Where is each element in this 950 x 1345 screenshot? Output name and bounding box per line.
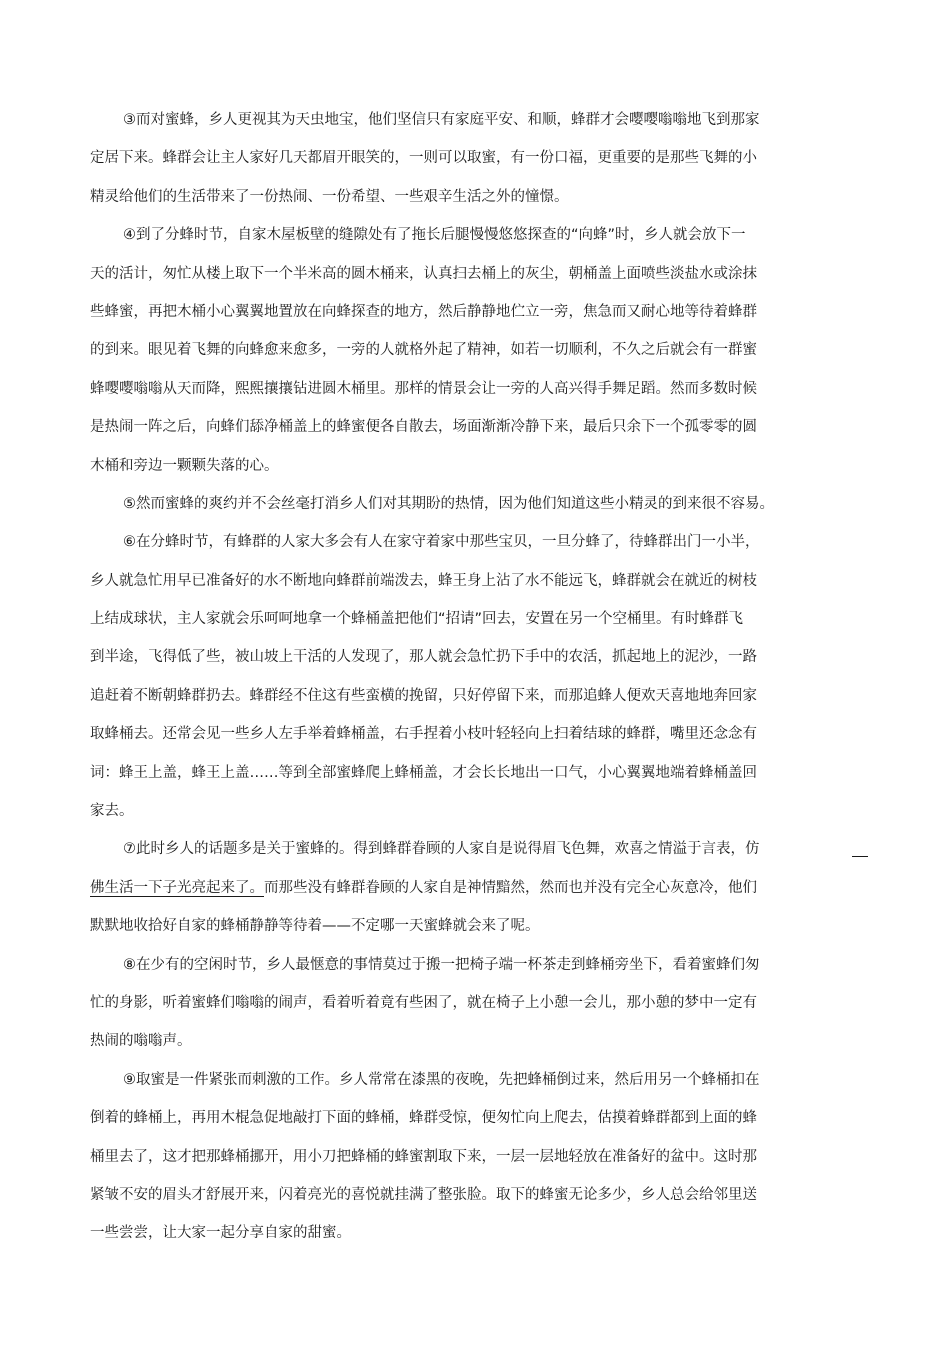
- paragraph-5: [90, 485, 810, 523]
- text-line: 精灵给他们的生活带来了一份热闹、一份希望、一些艰辛生活之外的憧憬。: [90, 188, 569, 205]
- text-line: [90, 869, 810, 907]
- text-line: 一些尝尝，让大家一起分享自家的甜蜜。: [90, 1225, 351, 1242]
- text-line: 的到来。眼见着飞舞的向蜂愈来愈多，一旁的人就格外起了精神，如若一切顺利，不久之后就会有一群蜜: [90, 342, 757, 359]
- text-line: 是热闹一阵之后，向蜂们舔净桶盖上的蜂蜜便各自散去，场面渐渐冷静下来，最后只余下一个孤零零的圆: [90, 419, 757, 436]
- text-line: 家去。: [90, 803, 134, 820]
- text-line: ⑤然而蜜蜂的爽约并不会丝毫打消乡人们对其期盼的热情，因为他们知道这些小精灵的到来很不容易。: [123, 495, 774, 512]
- text-segment: 而那些没有蜂群眷顾的人家自是神情黯然，然而也并没有完全心灰意冷，他们: [264, 879, 757, 896]
- text-line: 蜂嘤嘤嗡嗡从天而降，熙熙攘攘钻进圆木桶里。那样的情景会让一旁的人高兴得手舞足蹈。然而多数时候: [90, 380, 757, 397]
- text-line: 忙的身影，听着蜜蜂们嗡嗡的闹声，看着听着竟有些困了，就在椅子上小憩一会儿，那小憩的梦中一定有: [90, 994, 757, 1011]
- underlined-sentence: 佛生活一下子光亮起来了。: [90, 879, 264, 896]
- text-line: 上结成球状，主人家就会乐呵呵地拿一个蜂桶盖把他们“招请”回去，安置在另一个空桶里。有时蜂群飞: [90, 611, 744, 628]
- text-line: 取蜂桶去。还常会见一些乡人左手举着蜂桶盖，右手捏着小枝叶轻轻向上扫着结球的蜂群，嘴里还念念有: [90, 726, 757, 743]
- paragraph-7: [90, 830, 810, 945]
- text-line: ⑥在分蜂时节，有蜂群的人家大多会有人在家守着家中那些宝贝，一旦分蜂了，待蜂群出门一小半，: [123, 534, 760, 551]
- text-line: ⑧在少有的空闲时节，乡人最惬意的事情莫过于搬一把椅子端一杯茶走到蜂桶旁坐下，看着蜜蜂们匆: [123, 956, 760, 973]
- text-line: 定居下来。蜂群会让主人家好几天都眉开眼笑的，一则可以取蜜，有一份口福，更重要的是那些飞舞的小: [90, 150, 757, 167]
- text-line: 天的活计，匆忙从楼上取下一个半米高的圆木桶来，认真扫去桶上的灰尘，朝桶盖上面喷些淡盐水或涂抹: [90, 265, 757, 282]
- text-line: 倒着的蜂桶上，再用木棍急促地敲打下面的蜂桶，蜂群受惊，便匆忙向上爬去，估摸着蜂群都到上面的蜂: [90, 1110, 757, 1127]
- paragraph-3: [90, 101, 810, 216]
- text-line: 词：蜂王上盖，蜂王上盖……等到全部蜜蜂爬上蜂桶盖，才会长长地出一口气，小心翼翼地端着蜂桶盖回: [90, 764, 757, 781]
- text-line: 到半途，飞得低了些，被山坡上干活的人发现了，那人就会急忙扔下手中的农活，抓起地上的泥沙，一路: [90, 649, 757, 666]
- paragraph-8: [90, 946, 810, 1061]
- text-line: 热闹的嗡嗡声。: [90, 1033, 192, 1050]
- text-line: ⑨取蜜是一件紧张而刺激的工作。乡人常常在漆黑的夜晚，先把蜂桶倒过来，然后用另一个蜂桶扣在: [123, 1071, 760, 1088]
- text-line: 追赶着不断朝蜂群扔去。蜂群经不住这有些蛮横的挽留，只好停留下来，而那追蜂人便欢天喜地地奔回家: [90, 687, 757, 704]
- text-line: 些蜂蜜，再把木桶小心翼翼地置放在向蜂探查的地方，然后静静地伫立一旁，焦急而又耐心地等待着蜂群: [90, 303, 757, 320]
- text-line: 默默地收拾好自家的蜂桶静静等待着——不定哪一天蜜蜂就会来了呢。: [90, 918, 540, 935]
- margin-dash-mark: [852, 856, 868, 857]
- text-line: ③而对蜜蜂，乡人更视其为天虫地宝，他们坚信只有家庭平安、和顺，蜂群才会嘤嘤嗡嗡地飞到那家: [123, 112, 760, 128]
- text-line: 木桶和旁边一颗颗失落的心。: [90, 457, 279, 474]
- text-line: ⑦此时乡人的话题多是关于蜜蜂的。得到蜂群眷顾的人家自是说得眉飞色舞，欢喜之情溢于言表，仿: [123, 841, 760, 858]
- paragraph-6: [90, 523, 810, 830]
- text-line: 乡人就急忙用早已准备好的水不断地向蜂群前端泼去，蜂王身上沾了水不能远飞，蜂群就会在就近的树枝: [90, 572, 757, 589]
- document-body: [90, 101, 810, 1253]
- text-line: ④到了分蜂时节，自家木屋板壁的缝隙处有了拖长后腿慢慢悠悠探查的“向蜂”时，乡人就会放下一: [123, 227, 746, 244]
- paragraph-4: [90, 216, 810, 485]
- text-line: 紧皱不安的眉头才舒展开来，闪着亮光的喜悦就挂满了整张脸。取下的蜂蜜无论多少，乡人总会给邻里送: [90, 1186, 757, 1203]
- text-line: 桶里去了，这才把那蜂桶挪开，用小刀把蜂桶的蜂蜜割取下来，一层一层地轻放在准备好的盆中。这时那: [90, 1148, 757, 1165]
- paragraph-9: [90, 1061, 810, 1253]
